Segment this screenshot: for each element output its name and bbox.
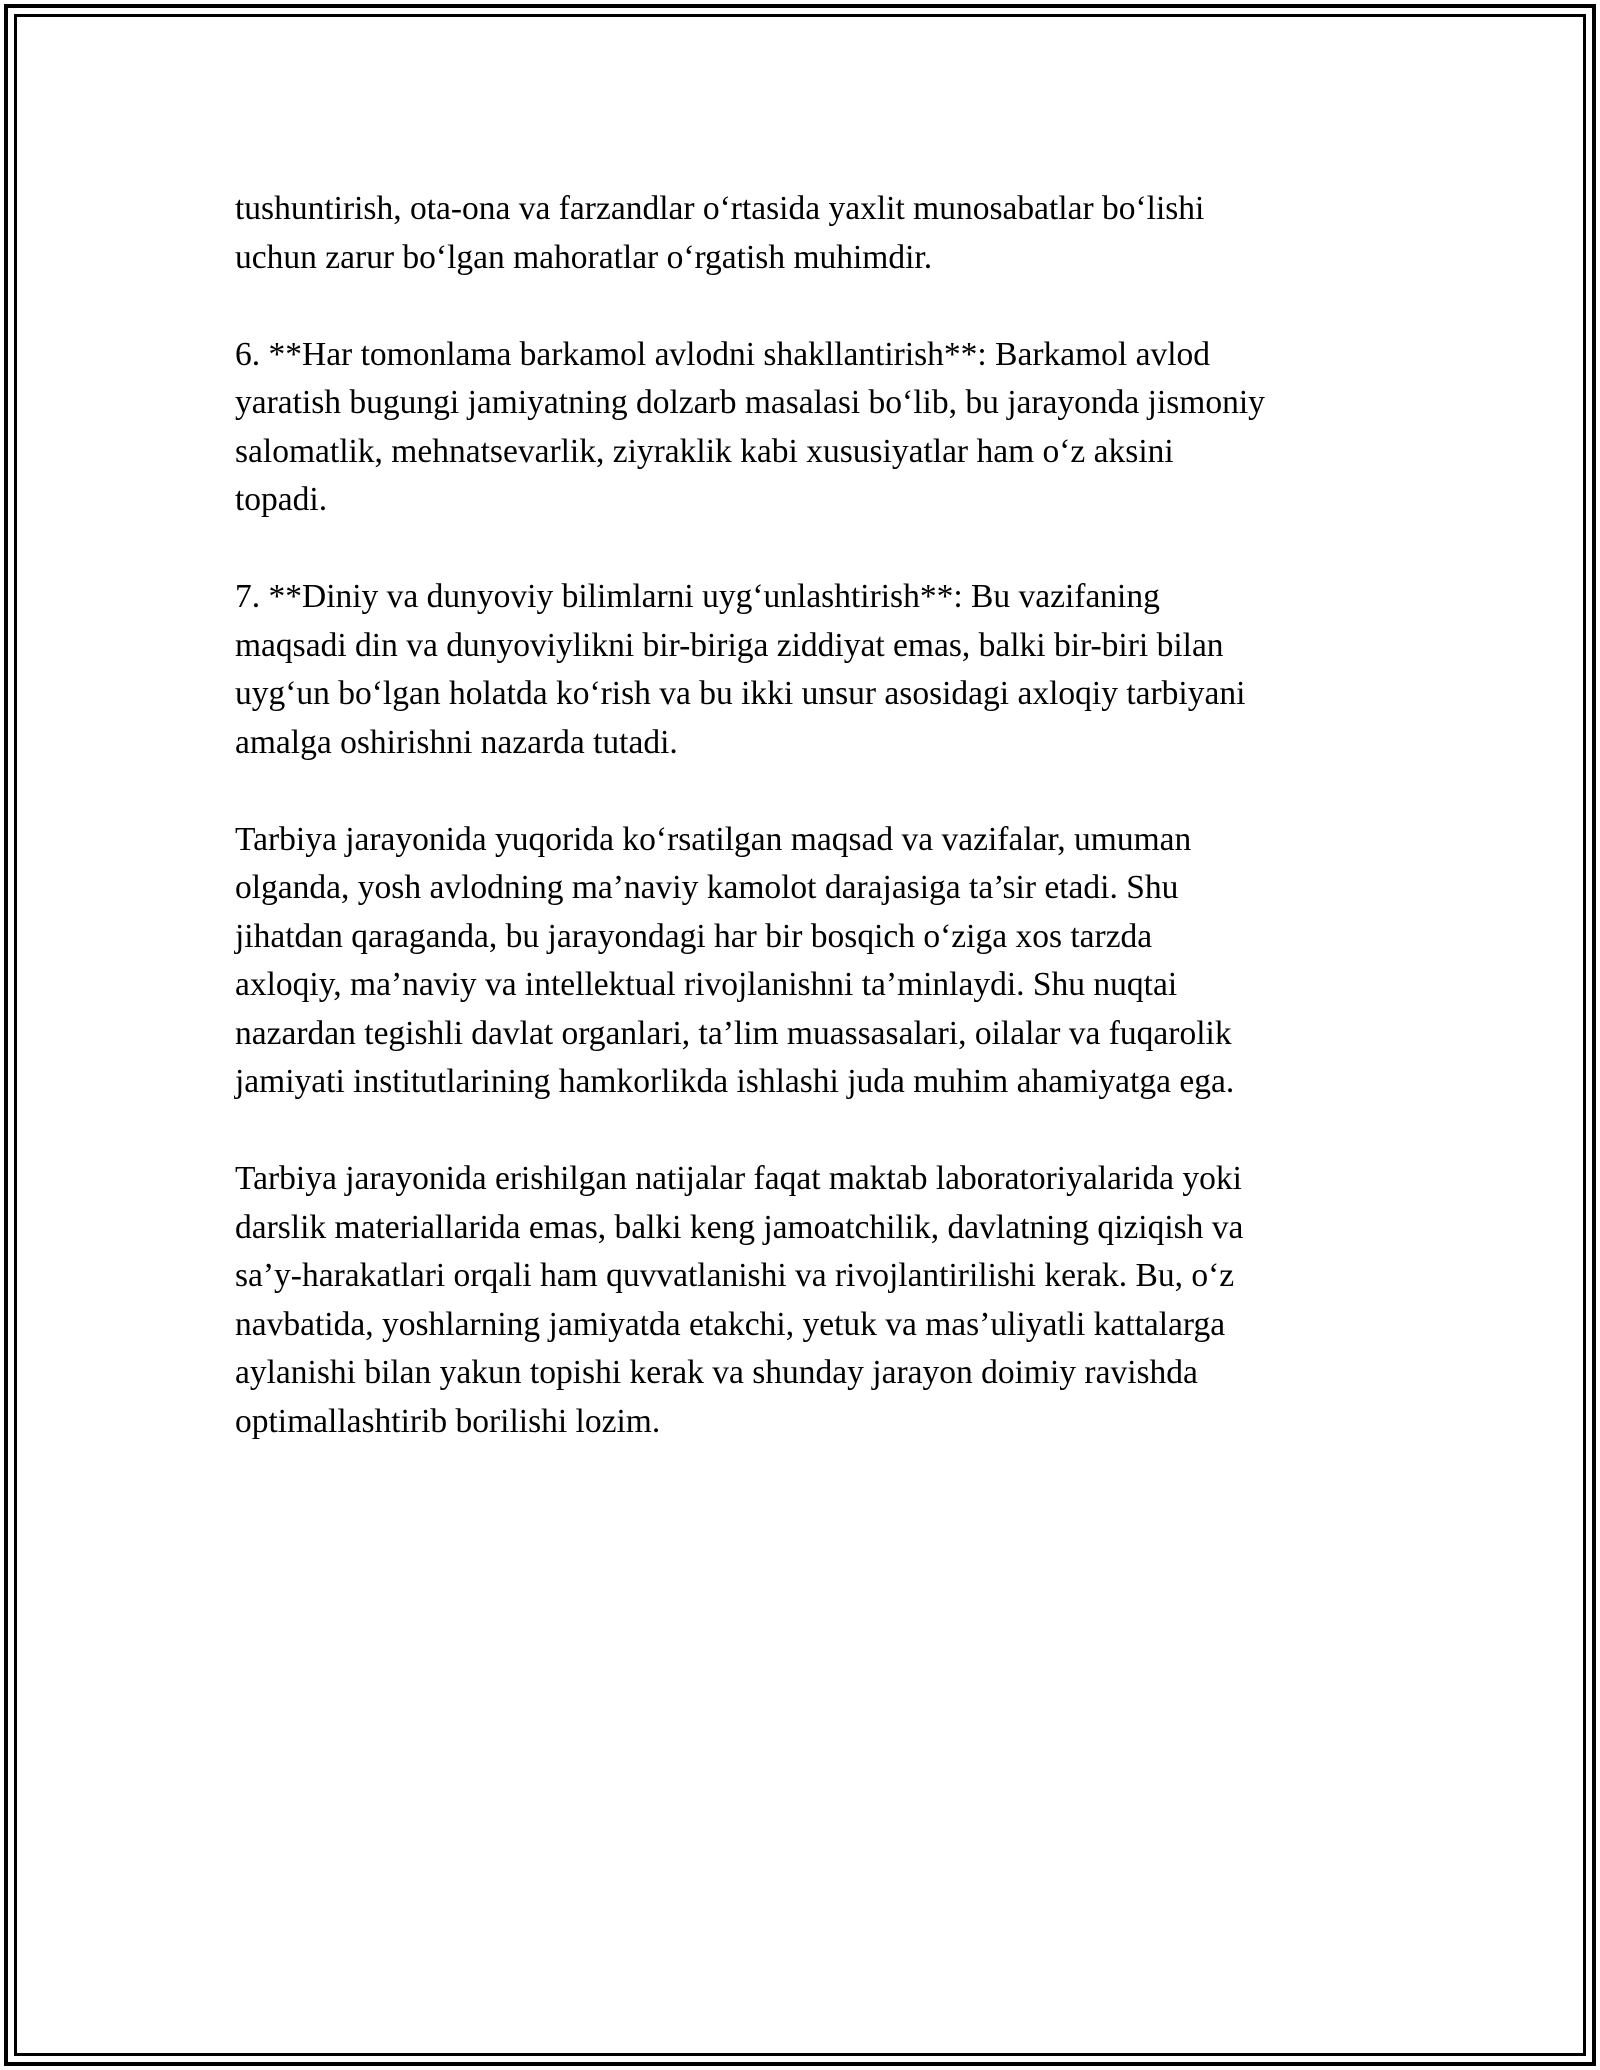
- paragraph-conclusion: Tarbiya jarayonida erishilgan natijalar faqat maktab laboratoriyalarida yoki darslik materiallarida emas, balki keng jamoatchilik, davlatning qiziqish va sa’y-harakatlari orqali ham quvvatlanishi va rivojlantirilishi kerak. Bu, o‘z navbatida, yoshlarning jamiyatda etakchi, yetuk va mas’uliyatli kattalarga aylanishi bilan yakun topishi kerak va shunday jarayon doimiy ravishda optimallashtirib borilishi lozim.: [235, 1160, 1244, 1440]
- paragraph-item-6: 6. **Har tomonlama barkamol avlodni shakllantirish**: Barkamol avlod yaratish bugungi jamiyatning dolzarb masalasi bo‘lib, bu jarayonda jismoniy salomatlik, mehnatsevarlik, ziyraklik kabi xususiyatlar ham o‘z aksini topadi.: [235, 335, 1265, 518]
- document-body: [235, 185, 1385, 1495]
- paragraph-item-7: 7. **Diniy va dunyoviy bilimlarni uyg‘unlashtirish**: Bu vazifaning maqsadi din va dunyoviylikni bir-biriga ziddiyat emas, balki bir-biri bilan uyg‘un bo‘lgan holatda ko‘rish va bu ikki unsur asosidagi axloqiy tarbiyani amalga oshirishni nazarda tutadi.: [235, 578, 1246, 761]
- paragraph-summary: Tarbiya jarayonida yuqorida ko‘rsatilgan maqsad va vazifalar, umuman olganda, yosh avlodning ma’naviy kamolot darajasiga ta’sir etadi. Shu jihatdan qaraganda, bu jarayondagi har bir bosqich o‘ziga xos tarzda axloqiy, ma’naviy va intellektual rivojlanishni ta’minlaydi. Shu nuqtai nazardan tegishli davlat organlari, ta’lim muassasalari, oilalar va fuqarolik jamiyati institutlarining hamkorlikda ishlashi juda muhim ahamiyatga ega.: [235, 820, 1235, 1100]
- paragraph-continuation: tushuntirish, ota-ona va farzandlar o‘rtasida yaxlit munosabatlar bo‘lishi uchun zarur bo‘lgan mahoratlar o‘rgatish muhimdir.: [235, 190, 1205, 276]
